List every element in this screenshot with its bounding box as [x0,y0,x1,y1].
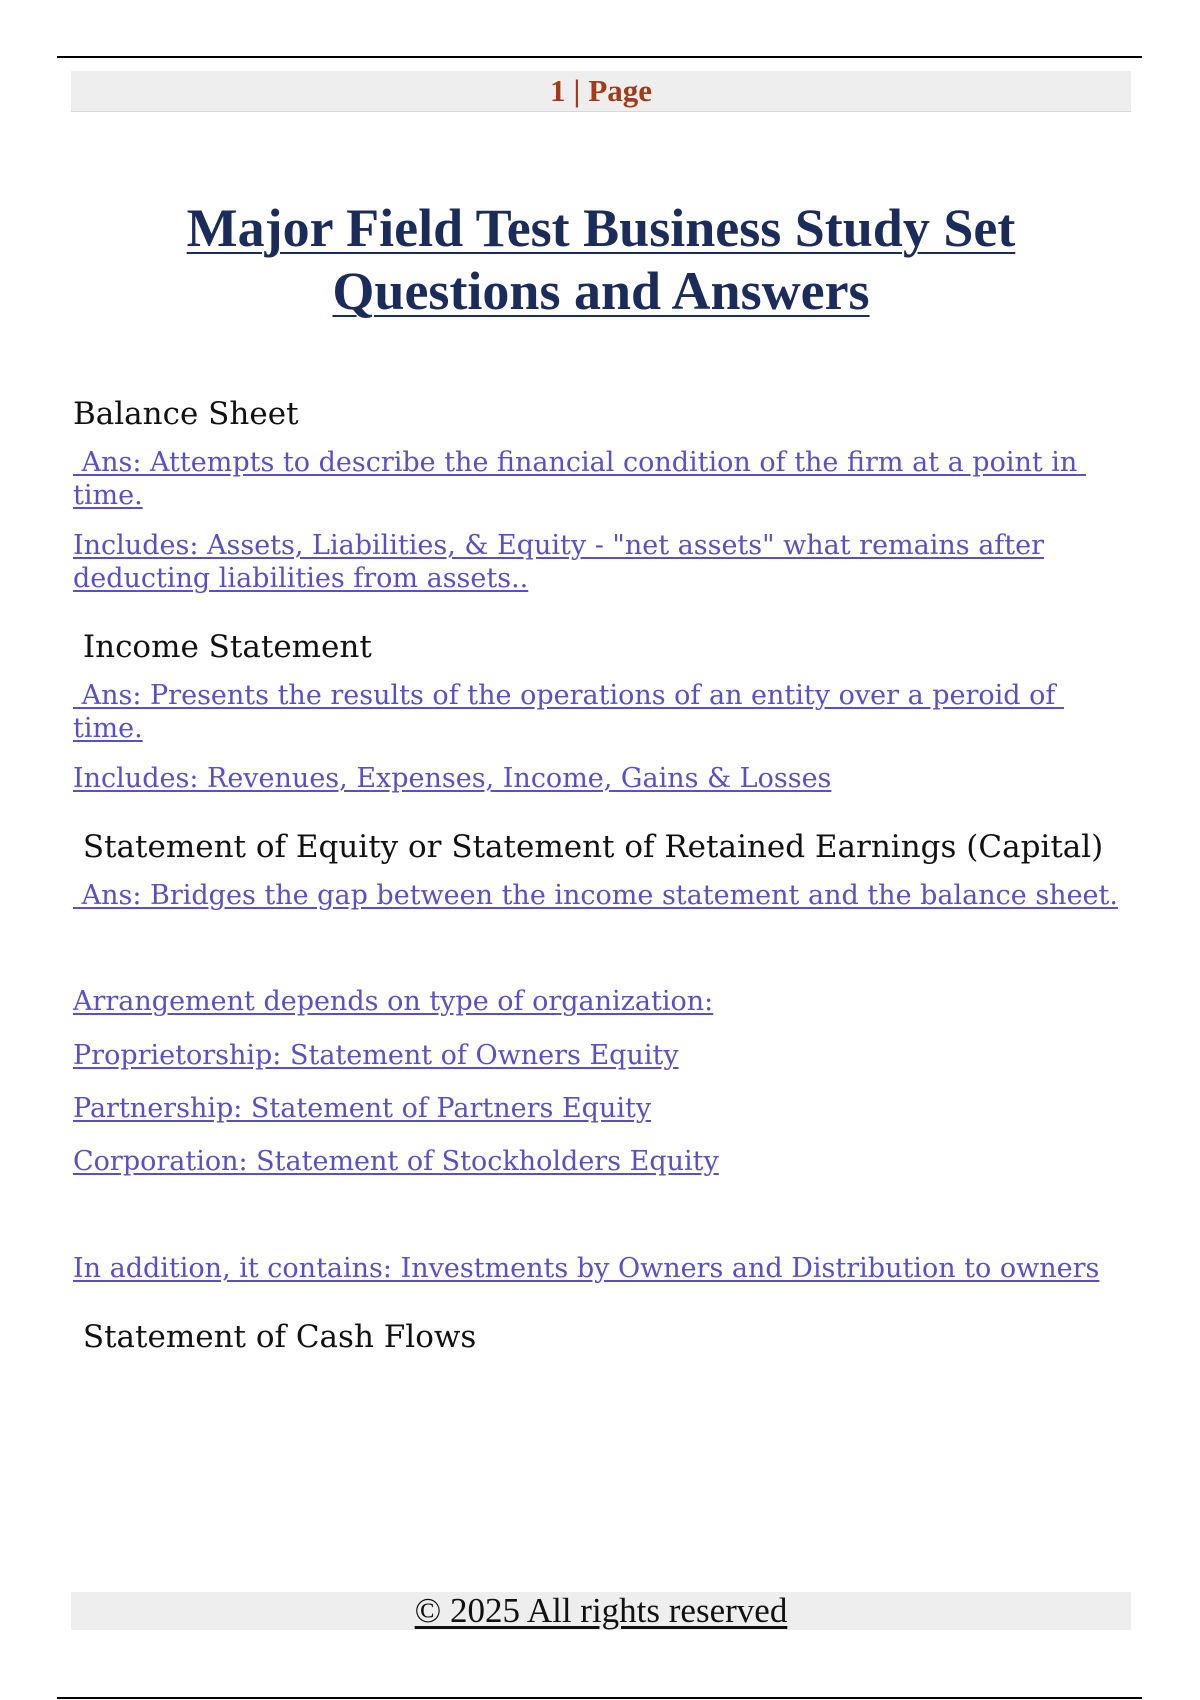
page-label: Page [588,73,653,108]
includes-income-statement[interactable]: Includes: Revenues, Expenses, Income, Gains & Losses [73,763,832,794]
answer-balance-sheet[interactable]: Ans: Attempts to describe the financial condition of the firm at a point in time. [73,447,1086,511]
heading-balance-sheet: Balance Sheet [73,396,299,432]
arrangement-text[interactable]: Arrangement depends on type of organization: [73,986,714,1017]
footer-copyright: © 2025 All rights reserved [414,1591,788,1630]
page-footer [71,1592,1131,1630]
title-line-1: Major Field Test Business Study Set [186,198,1016,258]
partnership-text[interactable]: Partnership: Statement of Partners Equity [73,1093,652,1124]
answer-statement-of-equity[interactable]: Ans: Bridges the gap between the income statement and the balance sheet. [73,880,1118,911]
bottom-rule [57,1697,1142,1699]
document-body [73,393,1128,1358]
document-title [71,197,1131,323]
includes-balance-sheet[interactable]: Includes: Assets, Liabilities, & Equity - "net assets" what remains after deducting liabilities from assets.. [73,530,1045,594]
answer-income-statement[interactable]: Ans: Presents the results of the operations of an entity over a peroid of time. [73,680,1065,744]
addition-text[interactable]: In addition, it contains: Investments by Owners and Distribution to owners [73,1253,1100,1284]
proprietorship-text[interactable]: Proprietorship: Statement of Owners Equity [73,1040,679,1071]
page-header [71,71,1131,112]
heading-cash-flows: Statement of Cash Flows [73,1319,477,1355]
title-line-2: Questions and Answers [332,261,870,321]
heading-statement-of-equity: Statement of Equity or Statement of Retained Earnings (Capital) [73,829,1104,865]
page-number: 1 [549,73,566,108]
corporation-text[interactable]: Corporation: Statement of Stockholders Equity [73,1146,719,1177]
page-separator: | [573,73,581,108]
top-rule [57,56,1142,58]
heading-income-statement: Income Statement [73,629,372,665]
